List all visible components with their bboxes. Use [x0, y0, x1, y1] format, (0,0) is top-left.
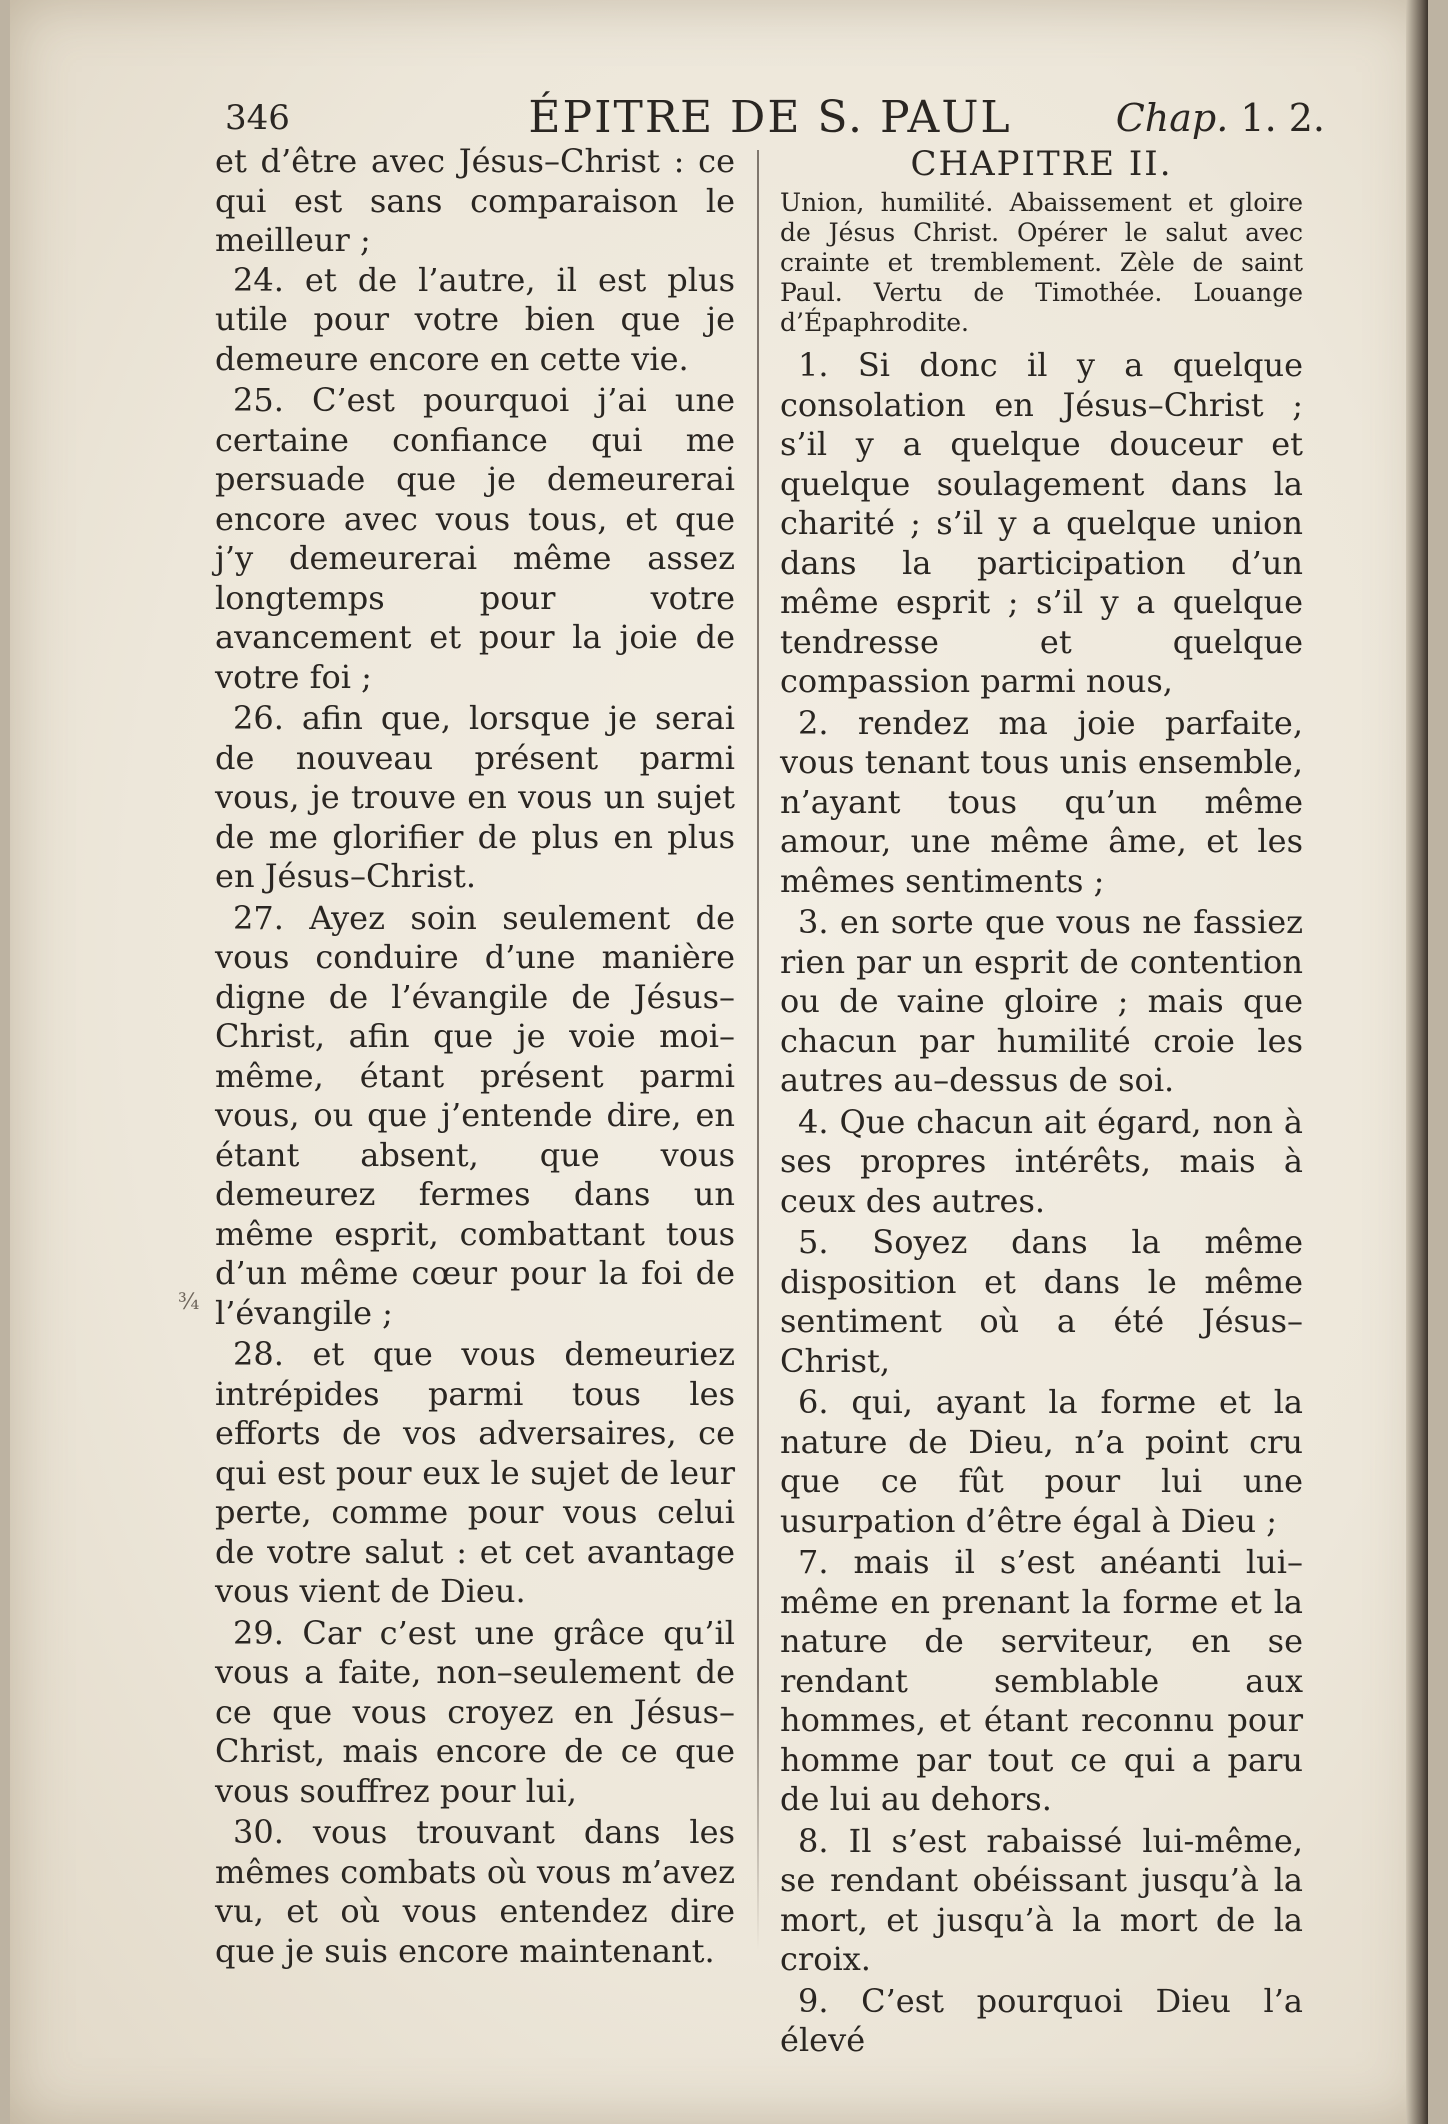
- chapter-ref-numbers: 1. 2.: [1240, 96, 1325, 140]
- margin-mark: ¾: [178, 1290, 200, 1315]
- verse-paragraph: 2. rendez ma joie parfaite, vous tenant tous unis ensemble, n’ayant tous qu’un même amour, une même âme, et les mêmes sentiments ;: [780, 703, 1303, 900]
- left-column: [215, 142, 735, 1971]
- column-divider: [757, 150, 759, 1950]
- verse-paragraph: 8. Il s’est rabaissé lui-même, se rendant obéissant jusqu’à la mort, et jusqu’à la mort de la croix.: [780, 1821, 1303, 1978]
- verse-paragraph: 29. Car c’est une grâce qu’il vous a faite, non–seulement de ce que vous croyez en Jésus–Christ, mais encore de ce que vous souffrez pour lui,: [215, 1613, 735, 1810]
- chapter-ref-label: Chap.: [1115, 96, 1229, 140]
- verse-paragraph: 7. mais il s’est anéanti lui–même en prenant la forme et la nature de serviteur, en se rendant semblable aux hommes, et étant reconnu pour homme par tout ce qui a paru de lui au dehors.: [780, 1543, 1303, 1818]
- verse-paragraph: 1. Si donc il y a quelque consolation en Jésus–Christ ; s’il y a quelque douceur et quelque soulagement dans la charité ; s’il y a quelque union dans la participation d’un même esprit ; s’il y a quelque tendresse et quelque compassion parmi nous,: [780, 346, 1303, 700]
- verse-paragraph: et d’être avec Jésus–Christ : ce qui est sans comparaison le meilleur ;: [215, 142, 735, 259]
- verse-paragraph: 9. C’est pourquoi Dieu l’a élevé: [780, 1981, 1303, 2059]
- chapter-summary: Union, humilité. Abaissement et gloire de Jésus Christ. Opérer le salut avec crainte et tremblement. Zèle de saint Paul. Vertu de Timothée. Louange d’Épaphrodite.: [780, 188, 1303, 337]
- verse-paragraph: 30. vous trouvant dans les mêmes combats où vous m’avez vu, et où vous entendez dire que je suis encore maintenant.: [215, 1813, 735, 1970]
- verse-paragraph: 6. qui, ayant la forme et la nature de Dieu, n’a point cru que ce fût pour lui une usurpation d’être égal à Dieu ;: [780, 1383, 1303, 1540]
- chapter-reference: [1116, 96, 1325, 140]
- verse-paragraph: 28. et que vous demeuriez intrépides parmi tous les efforts de vos adversaires, ce qui est pour eux le sujet de leur perte, comme pour vous celui de votre salut : et cet avantage vous vient de Dieu.: [215, 1335, 735, 1610]
- verse-paragraph: 24. et de l’autre, il est plus utile pour votre bien que je demeure encore en cette vie.: [215, 260, 735, 378]
- verse-paragraph: 26. afin que, lorsque je serai de nouveau présent parmi vous, je trouve en vous un sujet de me glorifier de plus en plus en Jésus–Christ.: [215, 699, 735, 895]
- verse-paragraph: 25. C’est pourquoi j’ai une certaine confiance qui me persuade que je demeurerai encore avec vous tous, et que j’y demeurerai même assez longtemps pour votre avancement et pour la joie de votre foi ;: [215, 381, 735, 696]
- page-number: 346: [225, 98, 290, 138]
- verse-paragraph: 5. Soyez dans la même disposition et dans le même sentiment où a été Jésus–Christ,: [780, 1223, 1303, 1380]
- book-spine-shadow: [1406, 0, 1428, 2124]
- verse-paragraph: 3. en sorte que vous ne fassiez rien par un esprit de contention ou de vaine gloire ; mais que chacun par humilité croie les autres au–dessus de soi.: [780, 903, 1303, 1099]
- right-column: [780, 142, 1303, 2061]
- chapter-title: CHAPITRE II.: [910, 144, 1173, 184]
- verse-paragraph: 4. Que chacun ait égard, non à ses propres intérêts, mais à ceux des autres.: [780, 1102, 1303, 1220]
- running-title: ÉPITRE DE S. PAUL: [528, 92, 1012, 143]
- verse-paragraph: 27. Ayez soin seulement de vous conduire d’une manière digne de l’évangile de Jésus–Christ, afin que je voie moi–même, étant présent parmi vous, ou que j’entende dire, en étant absent, que vous demeurez fermes dans un même esprit, combattant tous d’un même cœur pour la foi de l’évangile ;: [215, 898, 735, 1332]
